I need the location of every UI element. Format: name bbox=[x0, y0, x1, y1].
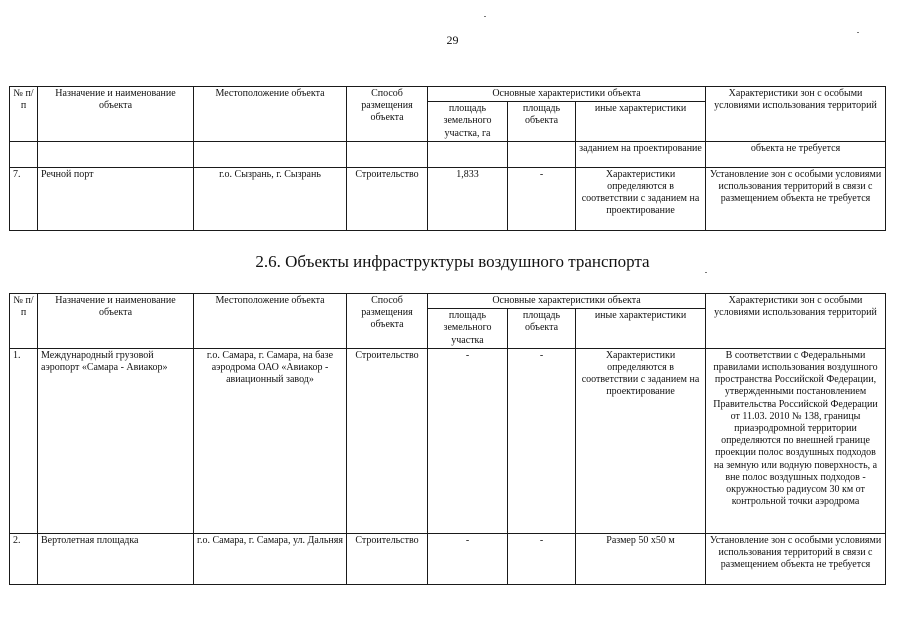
header-main-characteristics: Основные характеристики объекта bbox=[428, 87, 706, 102]
table-water-transport bbox=[9, 86, 886, 231]
cell-location: г.о. Самара, г. Самара, ул. Дальняя bbox=[194, 533, 347, 584]
cell-land-area: - bbox=[428, 533, 508, 584]
table-row bbox=[10, 348, 886, 533]
header-other: иные характеристики bbox=[576, 102, 706, 142]
header-num: № п/п bbox=[10, 87, 38, 142]
header-object-area: площадь объекта bbox=[508, 102, 576, 142]
cell-name: Международный грузовой аэропорт «Самара - Авиакор» bbox=[38, 348, 194, 533]
cell-name: Вертолетная площадка bbox=[38, 533, 194, 584]
cell-location: г.о. Сызрань, г. Сызрань bbox=[194, 167, 347, 230]
header-name: Назначение и наименование объекта bbox=[38, 87, 194, 142]
table-row bbox=[10, 141, 886, 167]
cell-object-area: - bbox=[508, 533, 576, 584]
header-location: Местоположение объекта bbox=[194, 87, 347, 142]
cell-other: Характеристики определяются в соответствии с заданием на проектирование bbox=[576, 348, 706, 533]
cell-zones: В соответствии с Федеральными правилами использования воздушного пространства Российской Федерации, утвержденными постановлением Правительства Российской Федерации от 11.03. 2010 № 138, границы приаэродромной территории определяются по внешней границе проекции полос воздушных подходов на земную или водную поверхность, а вне полос воздушных подходов - окружностью радиусом 30 км от контрольной точки аэродрома bbox=[706, 348, 886, 533]
scan-speck bbox=[484, 16, 486, 17]
cell-land-area: - bbox=[428, 348, 508, 533]
cell-method: Строительство bbox=[347, 533, 428, 584]
cell-object-area bbox=[508, 141, 576, 167]
cell-zones: объекта не требуется bbox=[706, 141, 886, 167]
cell-name: Речной порт bbox=[38, 167, 194, 230]
cell-num bbox=[10, 141, 38, 167]
cell-other: Размер 50 х50 м bbox=[576, 533, 706, 584]
header-land-area: площадь земельного участка bbox=[428, 309, 508, 349]
cell-method: Строительство bbox=[347, 167, 428, 230]
table-air-transport bbox=[9, 293, 886, 585]
cell-object-area: - bbox=[508, 348, 576, 533]
page-number: 29 bbox=[446, 33, 459, 47]
cell-other: Характеристики определяются в соответствии с заданием на проектирование bbox=[576, 167, 706, 230]
header-zones: Характеристики зон с особыми условиями использования территорий bbox=[706, 294, 886, 349]
cell-name bbox=[38, 141, 194, 167]
header-name: Назначение и наименование объекта bbox=[38, 294, 194, 349]
cell-method: Строительство bbox=[347, 348, 428, 533]
cell-location: г.о. Самара, г. Самара, на базе аэродрома ОАО «Авиакор - авиационный завод» bbox=[194, 348, 347, 533]
cell-zones: Установление зон с особыми условиями использования территорий в связи с размещением объекта не требуется bbox=[706, 167, 886, 230]
cell-object-area: - bbox=[508, 167, 576, 230]
cell-num: 7. bbox=[10, 167, 38, 230]
header-main-characteristics: Основные характеристики объекта bbox=[428, 294, 706, 309]
header-method: Способ размещения объекта bbox=[347, 294, 428, 349]
cell-zones: Установление зон с особыми условиями использования территорий в связи с размещением объекта не требуется bbox=[706, 533, 886, 584]
header-num: № п/п bbox=[10, 294, 38, 349]
scan-speck bbox=[857, 32, 859, 33]
header-method: Способ размещения объекта bbox=[347, 87, 428, 142]
header-object-area: площадь объекта bbox=[508, 309, 576, 349]
table-row bbox=[10, 533, 886, 584]
cell-other: заданием на проектирование bbox=[576, 141, 706, 167]
header-location: Местоположение объекта bbox=[194, 294, 347, 349]
table-row bbox=[10, 167, 886, 230]
cell-num: 2. bbox=[10, 533, 38, 584]
cell-location bbox=[194, 141, 347, 167]
cell-land-area: 1,833 bbox=[428, 167, 508, 230]
section-title: 2.6. Объекты инфраструктуры воздушного транспорта bbox=[255, 252, 650, 271]
header-zones: Характеристики зон с особыми условиями использования территорий bbox=[706, 87, 886, 142]
cell-method bbox=[347, 141, 428, 167]
header-other: иные характеристики bbox=[576, 309, 706, 349]
cell-num: 1. bbox=[10, 348, 38, 533]
cell-land-area bbox=[428, 141, 508, 167]
scan-speck bbox=[705, 272, 707, 273]
header-land-area: площадь земельного участка, га bbox=[428, 102, 508, 142]
